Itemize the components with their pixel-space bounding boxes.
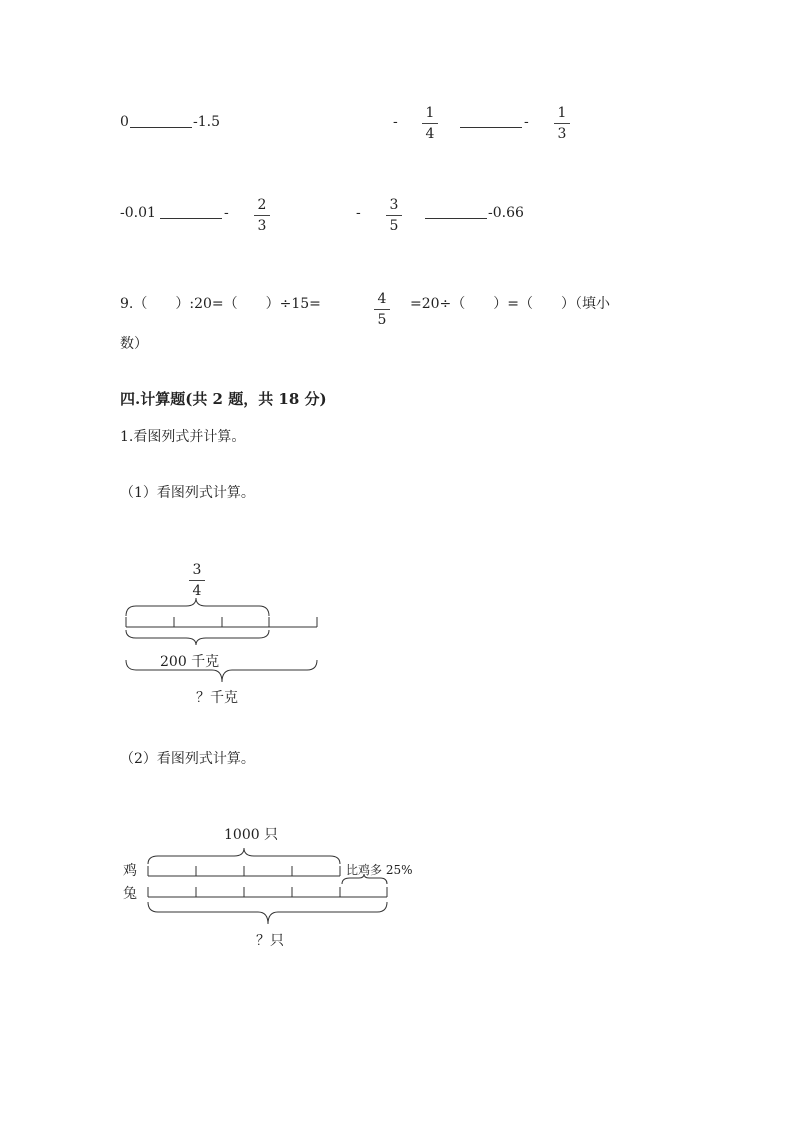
q9-part3: 数） xyxy=(120,336,148,352)
fraction-three-fifths: 3 5 xyxy=(386,198,402,233)
extra-note: 比鸡多 25% xyxy=(346,863,413,877)
minus-sign: - xyxy=(524,114,529,130)
fraction-two-thirds: 2 3 xyxy=(254,198,270,233)
q9-part1: 9.（ ）:20=（ ）÷15= xyxy=(120,296,321,312)
row2-right-b: -0.66 xyxy=(488,205,524,221)
row-label-chicken: 鸡 xyxy=(123,863,137,879)
question-1: 1.看图列式并计算。 xyxy=(120,429,246,445)
row-label-rabbit: 兔 xyxy=(123,886,137,902)
fraction-one-quarter: 1 4 xyxy=(422,106,438,141)
fraction-one-third: 1 3 xyxy=(554,106,570,141)
diagram2-total: 1000 只 xyxy=(224,827,279,843)
diagram2-unknown: ？只 xyxy=(256,933,284,949)
minus-sign: - xyxy=(356,205,361,221)
diagram1-fraction: 3 4 xyxy=(189,563,205,598)
q9-part2: =20÷（ ）=（ ）（填小 xyxy=(410,296,611,312)
minus-sign: - xyxy=(224,205,229,221)
sub-question-1: （1）看图列式计算。 xyxy=(120,485,255,501)
sub-question-2: （2）看图列式计算。 xyxy=(120,751,255,767)
row1-left-a: 0 xyxy=(120,114,129,130)
section-heading: 四.计算题(共 2 题，共 18 分) xyxy=(120,390,327,408)
diagram1-known: 200 千克 xyxy=(160,654,220,670)
row1-left-b: -1.5 xyxy=(193,114,220,130)
fraction-four-fifths: 4 5 xyxy=(374,292,390,327)
minus-sign: - xyxy=(393,114,398,130)
row2-left-a: -0.01 xyxy=(120,205,156,221)
diagram1-unknown: ？千克 xyxy=(196,690,238,706)
